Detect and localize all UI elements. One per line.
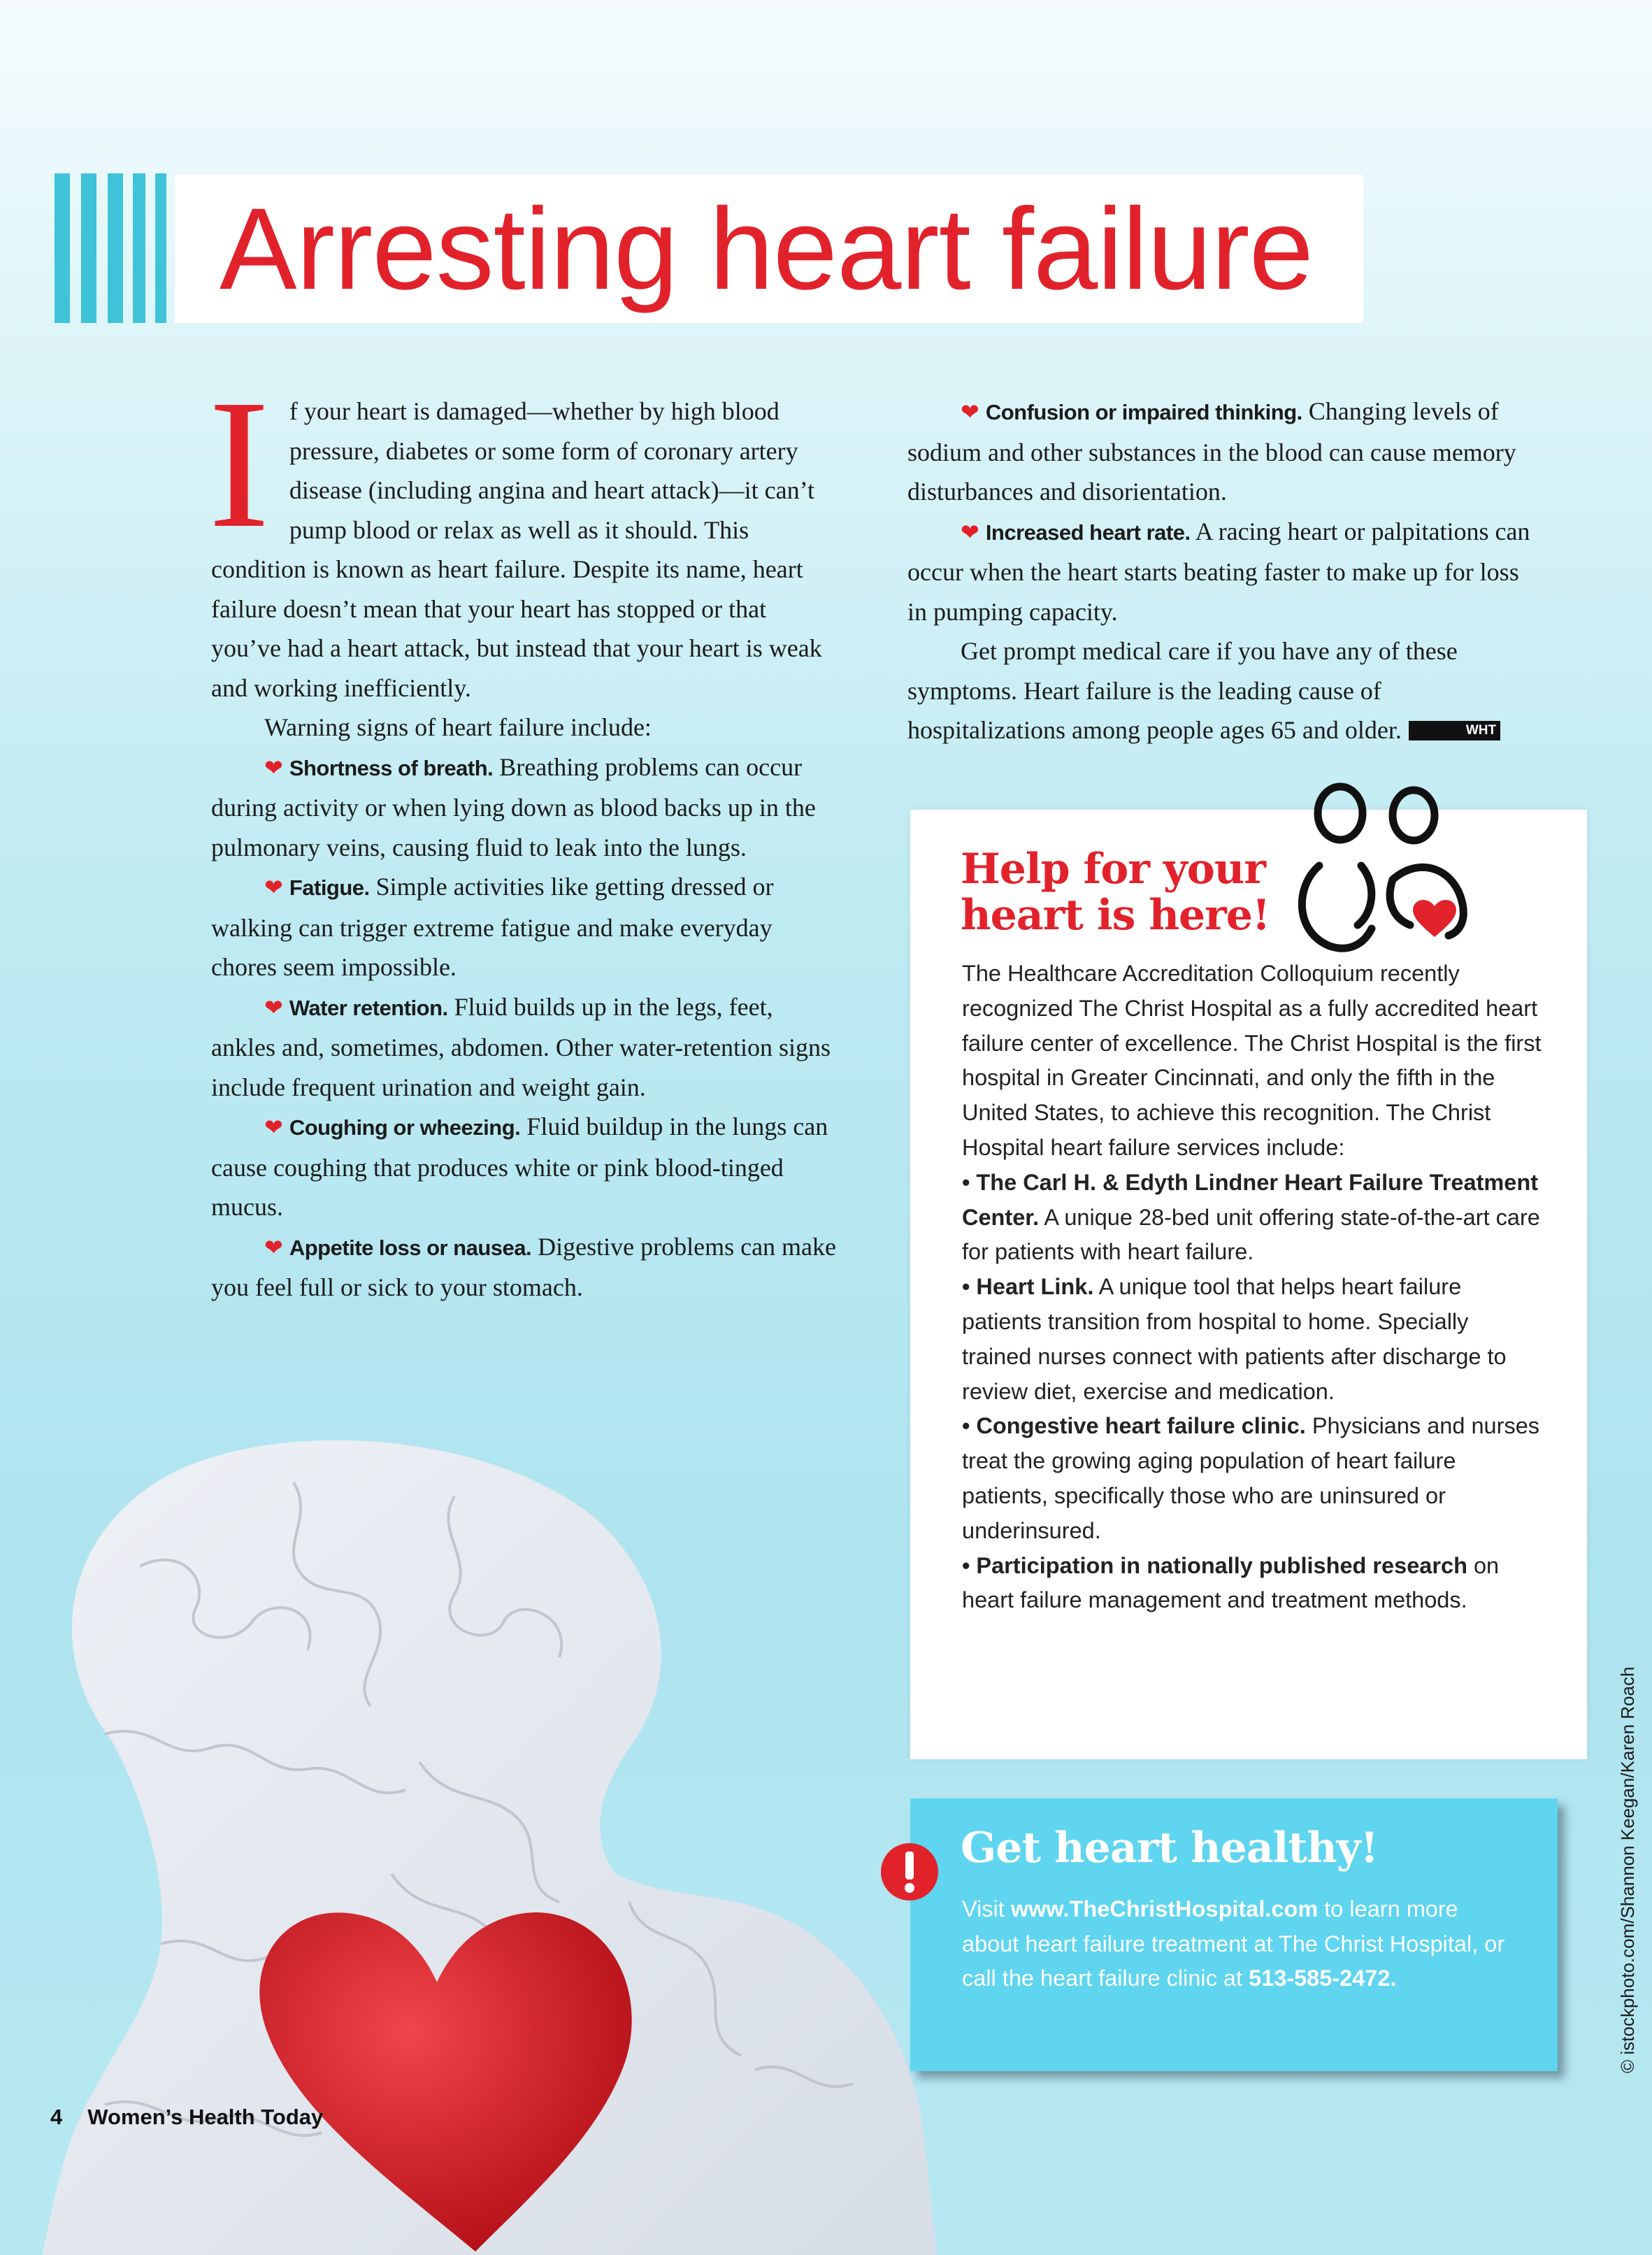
- sign-lead: Increased heart rate.: [985, 520, 1191, 545]
- sign-lead: Water retention.: [289, 995, 448, 1020]
- heart-bullet-icon: ❤: [264, 1114, 283, 1140]
- service-lead: • Participation in nationally published research: [962, 1552, 1467, 1578]
- service-lead: • The Carl H. & Edyth Lindner Heart Failure Treatment Center.: [962, 1169, 1539, 1230]
- sign-item: [211, 1227, 840, 1308]
- cta-visit: Visit: [962, 1896, 1011, 1921]
- service-lead: • Congestive heart failure clinic.: [962, 1413, 1306, 1439]
- sign-lead: Confusion or impaired thinking.: [985, 400, 1302, 424]
- cta-middle: to learn more about heart failure treatment at The Christ Hospital, or call the heart failure clinic at: [962, 1896, 1505, 1991]
- photo-credit: © istockphoto.com/Shannon Keegan/Karen Roach: [1617, 1666, 1638, 2073]
- cta-end: .: [1390, 1966, 1397, 1991]
- sign-item: [907, 512, 1544, 632]
- cta-title: Get heart healthy!: [961, 1824, 1378, 1873]
- sign-text: Breathing problems can occur during activity or when lying down as blood backs up in the pulmonary veins, causing fluid to leak into the lungs.: [211, 752, 816, 861]
- sign-text: Fluid buildup in the lungs can cause coughing that produces white or pink blood-tinged mucus.: [211, 1112, 828, 1221]
- sign-text: Changing levels of sodium and other substances in the blood can cause memory disturbances and disorientation.: [907, 397, 1516, 506]
- service-text: A unique 28-bed unit offering state-of-the-art care for patients with heart failure.: [962, 1204, 1540, 1265]
- intro-paragraph: [208, 362, 840, 708]
- drop-cap: I: [208, 362, 270, 566]
- service-lead: • Heart Link.: [962, 1274, 1094, 1300]
- sign-lead: Shortness of breath.: [289, 755, 494, 780]
- service-item: [962, 1553, 1499, 1613]
- sign-lead: Fatigue.: [289, 875, 370, 900]
- sign-text: A racing heart or palpitations can occur when the heart starts beating faster to make up for loss in pumping capacity.: [907, 517, 1530, 626]
- help-box-title: [961, 846, 1324, 938]
- sign-item: [211, 747, 840, 868]
- sign-item: [211, 867, 840, 987]
- couple-heart-icon: [1281, 782, 1484, 957]
- exclamation-icon: [879, 1842, 940, 1902]
- heart-bullet-icon: ❤: [264, 1233, 283, 1261]
- service-text: Physicians and nurses treat the growing aging population of heart failure patients, specifically those who are uninsured or underinsured.: [962, 1413, 1540, 1543]
- help-title-line: heart is here!: [961, 891, 1270, 940]
- publication-name: Women’s Health Today: [87, 2105, 324, 2129]
- heart-bullet-icon: ❤: [264, 994, 283, 1021]
- service-text: on heart failure management and treatment methods.: [962, 1552, 1500, 1613]
- sign-text: Simple activities like getting dressed or walking can trigger extreme fatigue and make everyday chores seem impossible.: [211, 873, 774, 981]
- warning-intro: Warning signs of heart failure include:: [264, 713, 652, 741]
- cta-phone: 513-585-2472: [1249, 1966, 1391, 1991]
- cta-box: [910, 1798, 1558, 2071]
- closing-text: Get prompt medical care if you have any of these symptoms. Heart failure is the leading cause of hospitalizations among people ages 65 and older.: [907, 637, 1458, 744]
- service-text: A unique tool that helps heart failure patients transition from hospital to home. Specially trained nurses connect with patients after discharge to review diet, exercise and medication.: [962, 1274, 1507, 1404]
- sign-item: [211, 987, 840, 1108]
- article-column-left: [208, 362, 840, 1308]
- puzzle-heart-illustration: [0, 1440, 979, 2255]
- end-mark: WHT: [1409, 721, 1500, 740]
- cta-url-link[interactable]: www.TheChristHospital.com: [1010, 1896, 1319, 1921]
- service-item: [962, 1413, 1539, 1542]
- help-box-body: [962, 957, 1542, 1618]
- sign-item: [211, 1107, 840, 1227]
- sign-text: Fluid builds up in the legs, feet, ankles and, sometimes, abdomen. Other water-retention signs include frequent urination and weight gain.: [211, 992, 831, 1101]
- sign-lead: Appetite loss or nausea.: [289, 1235, 532, 1260]
- closing-paragraph: [907, 631, 1544, 750]
- sign-text: Digestive problems can make you feel full or sick to your stomach.: [211, 1232, 837, 1301]
- page-footer: [50, 2105, 323, 2130]
- heart-bullet-icon: ❤: [961, 518, 979, 545]
- service-item: [962, 1274, 1507, 1403]
- sign-lead: Coughing or wheezing.: [289, 1115, 521, 1140]
- help-intro: The Healthcare Accreditation Colloquium recently recognized The Christ Hospital as a fully accredited heart failure center of excellence. The Christ Hospital is the first hospital in Greater Cincinnati, and only the fifth in the United States, to achieve this recognition. The Christ Hospital heart failure services include:: [962, 961, 1542, 1160]
- heart-bullet-icon: ❤: [264, 754, 283, 781]
- intro-text: f your heart is damaged—whether by high blood pressure, diabetes or some form of coronary artery disease (including angina and heart attack)—it can’t pump blood or relax as well as it should. This condition is known as heart failure. Despite its name, heart failure doesn’t mean that your heart has stopped or that you’ve had a heart attack, but instead that your heart is weak and working inefficiently.: [211, 397, 822, 702]
- title-stripes: [55, 173, 166, 323]
- page-number: 4: [50, 2105, 63, 2129]
- heart-bullet-icon: ❤: [264, 874, 283, 901]
- help-title-line: Help for your: [961, 845, 1265, 894]
- article-column-right: [907, 392, 1544, 750]
- page-title: Arresting heart failure: [220, 185, 1313, 314]
- cta-body: [962, 1892, 1521, 1996]
- heart-bullet-icon: ❤: [961, 399, 979, 425]
- help-info-box: [910, 810, 1587, 1759]
- sign-item: [907, 392, 1544, 512]
- service-item: [962, 1170, 1540, 1265]
